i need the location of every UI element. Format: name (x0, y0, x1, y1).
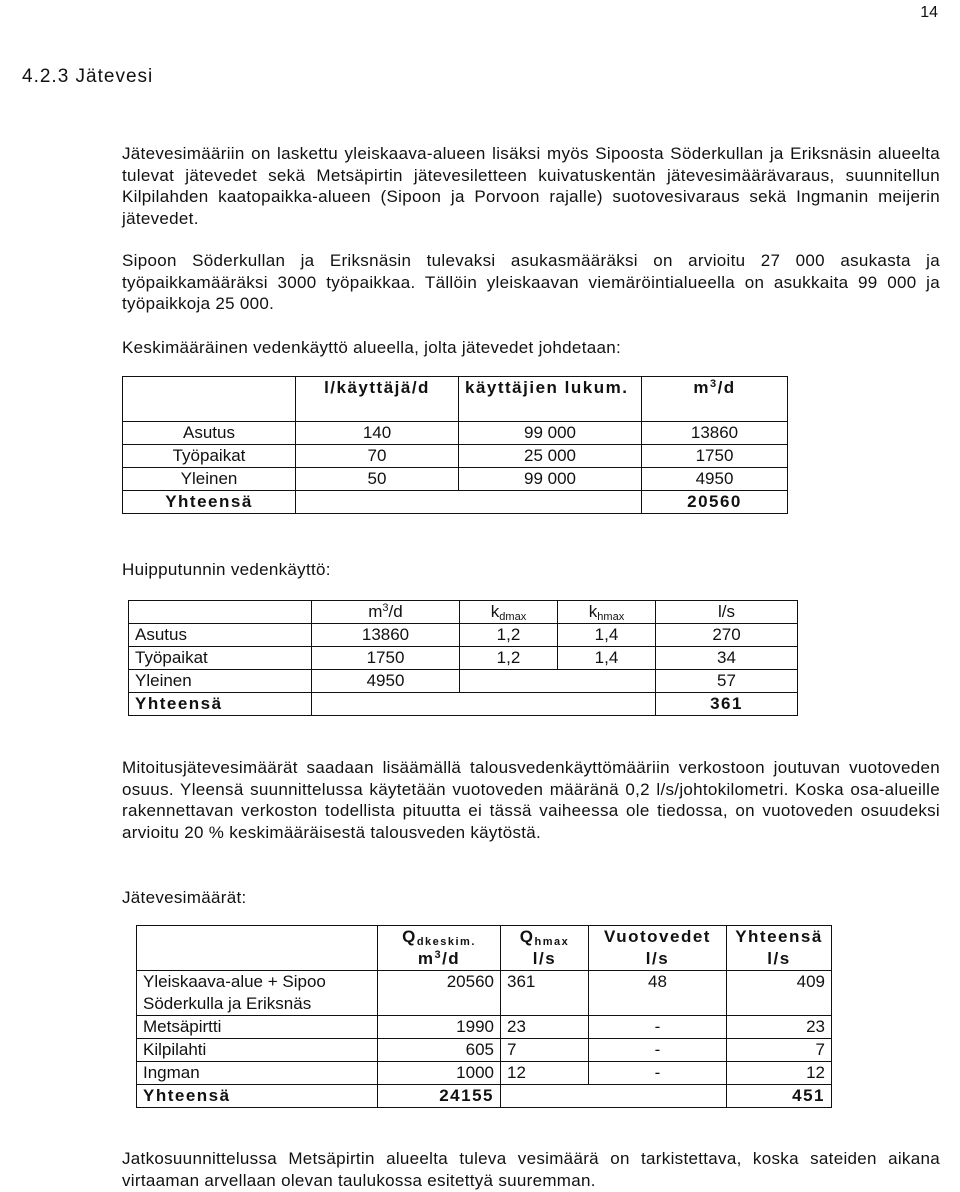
table-header-cell: Yhteensä l/s (727, 926, 832, 971)
table-cell: 1750 (312, 647, 460, 670)
table-cell: 12 (727, 1062, 832, 1085)
table-cell: 605 (378, 1039, 501, 1062)
table-cell: 1,2 (460, 624, 558, 647)
table-cell: Asutus (123, 422, 296, 445)
total-label: Yhteensä (129, 693, 312, 716)
table-cell: 20560 (378, 971, 501, 1016)
table-header-cell: $Q_{dkeskim.}$ $m^3/d$ (378, 926, 501, 971)
table-cell: Ingman (137, 1062, 378, 1085)
table-header-cell: $Q_{hmax}$ l/s (501, 926, 589, 971)
paragraph-further-planning: Jatkosuunnittelussa Metsäpirtin alueelta tuleva vesimäärä on tarkistettava, koska sateiden aikana virtaaman arvellaan olevan taulukossa esitettyä suuremman. (122, 1149, 940, 1190)
table-cell: 99 000 (459, 468, 642, 491)
table-cell: 361 (501, 971, 589, 1016)
table-cell: Asutus (129, 624, 312, 647)
table-cell: 7 (727, 1039, 832, 1062)
table-cell: 4950 (642, 468, 788, 491)
paragraph-intro: Jätevesimääriin on laskettu yleiskaava-alueen lisäksi myös Sipoosta Söderkullan ja Eriksnäsin alueelta tulevat jätevedet sekä Metsäpirtin jätevesiletteen kuivatuskentän jätevesimäärävaraus, suunnitellun Kilpilahden kaatopaikka-alueen (Sipoon ja Porvoon rajalle) suotovesivaraus sekä Ingmanin meijerin jätevedet. (122, 144, 940, 228)
table-header-cell: Vuotovedet l/s (589, 926, 727, 971)
wastewater-table (136, 925, 832, 1108)
table-header-row (137, 926, 832, 971)
total-sum: 451 (727, 1085, 832, 1108)
table-cell: 1990 (378, 1016, 501, 1039)
table-header-cell (129, 601, 312, 624)
table-header-row (129, 601, 798, 624)
table-cell: Yleiskaava-alue + Sipoo Söderkulla ja Eriksnäs (137, 971, 378, 1016)
table-header-row (123, 377, 788, 422)
table-row (137, 1062, 832, 1085)
table-row (137, 1016, 832, 1039)
table-row (123, 468, 788, 491)
paragraph-leakage: Mitoitusjätevesimäärät saadaan lisäämällä talousvedenkäyttömääriin verkostoon joutuvan vuotoveden osuus. Yleensä suunnittelussa käytetään vuotoveden määränä 0,2 l/s/johtokilometri. Koska osa-alueille rakennettavan verkoston todellista pituutta ei tässä vaiheessa ole tiedossa, on vuotoveden osuudeksi arvioitu 20 % keskimääräisestä talousveden käytöstä. (122, 758, 940, 842)
table-cell: 7 (501, 1039, 589, 1062)
table-cell: - (589, 1062, 727, 1085)
table-cell: 1,2 (460, 647, 558, 670)
table-cell: 270 (656, 624, 798, 647)
table-total-row (129, 693, 798, 716)
peak-use-table (128, 600, 798, 716)
total-q: 24155 (378, 1085, 501, 1108)
table-cell: Metsäpirtti (137, 1016, 378, 1039)
table-header-cell: $k_{hmax}$ (558, 601, 656, 624)
table-cell-empty (501, 1085, 727, 1108)
total-value: 20560 (642, 491, 788, 514)
table-header-cell: l/s (656, 601, 798, 624)
table-row (123, 422, 788, 445)
table-header-cell: l/käyttäjä/d (296, 377, 459, 422)
average-use-table (122, 376, 788, 514)
table-row (137, 971, 832, 1016)
table-cell: 140 (296, 422, 459, 445)
table-row (129, 624, 798, 647)
table-cell: 99 000 (459, 422, 642, 445)
table-row (129, 647, 798, 670)
table-header-cell (123, 377, 296, 422)
table-cell: 23 (501, 1016, 589, 1039)
table-cell-empty (312, 693, 656, 716)
paragraph-average-use: Keskimääräinen vedenkäyttö alueella, jolta jätevedet johdetaan: (122, 338, 621, 357)
table-row (137, 1039, 832, 1062)
table-cell: 48 (589, 971, 727, 1016)
paragraph-wastewater: Jätevesimäärät: (122, 888, 247, 907)
table-cell: 12 (501, 1062, 589, 1085)
table-header-cell (137, 926, 378, 971)
table-cell: 50 (296, 468, 459, 491)
table-cell: Työpaikat (123, 445, 296, 468)
table-cell: - (589, 1016, 727, 1039)
table-row (123, 445, 788, 468)
table-cell: 23 (727, 1016, 832, 1039)
header-text: käyttäjien lukum. (465, 378, 629, 397)
paragraph-population: Sipoon Söderkullan ja Eriksnäsin tulevaksi asukasmääräksi on arvioitu 27 000 asukasta ja työpaikkamääräksi 3000 työpaikkaa. Tällöin yleiskaavan viemäröintialueella on asukkaita 99 000 ja työpaikkoja 25 000. (122, 251, 940, 313)
table-cell: 1,4 (558, 647, 656, 670)
total-value: 361 (656, 693, 798, 716)
total-label: Yhteensä (123, 491, 296, 514)
table-cell: 1,4 (558, 624, 656, 647)
section-heading: 4.2.3 Jätevesi (22, 66, 154, 87)
table-row (129, 670, 798, 693)
table-total-row (137, 1085, 832, 1108)
table-cell: 25 000 (459, 445, 642, 468)
table-cell: 34 (656, 647, 798, 670)
table-cell: - (589, 1039, 727, 1062)
table-cell: 13860 (642, 422, 788, 445)
table-cell: 13860 (312, 624, 460, 647)
table-cell: Yleinen (123, 468, 296, 491)
table-cell: 1000 (378, 1062, 501, 1085)
table-cell: 1750 (642, 445, 788, 468)
table-header-cell (459, 377, 642, 422)
total-label: Yhteensä (137, 1085, 378, 1108)
table-header-cell: $m^3/d$ (642, 377, 788, 422)
paragraph-peak-use: Huipputunnin vedenkäyttö: (122, 560, 331, 579)
table-cell-empty (460, 670, 656, 693)
table-cell: Kilpilahti (137, 1039, 378, 1062)
table-cell: 70 (296, 445, 459, 468)
table-cell-empty (296, 491, 642, 514)
page-number: 14 (920, 4, 938, 21)
table-header-cell: $k_{dmax}$ (460, 601, 558, 624)
table-cell: 57 (656, 670, 798, 693)
table-cell: Työpaikat (129, 647, 312, 670)
table-total-row (123, 491, 788, 514)
table-header-cell: $m^3/d$ (312, 601, 460, 624)
table-cell: Yleinen (129, 670, 312, 693)
table-cell: 409 (727, 971, 832, 1016)
table-cell: 4950 (312, 670, 460, 693)
